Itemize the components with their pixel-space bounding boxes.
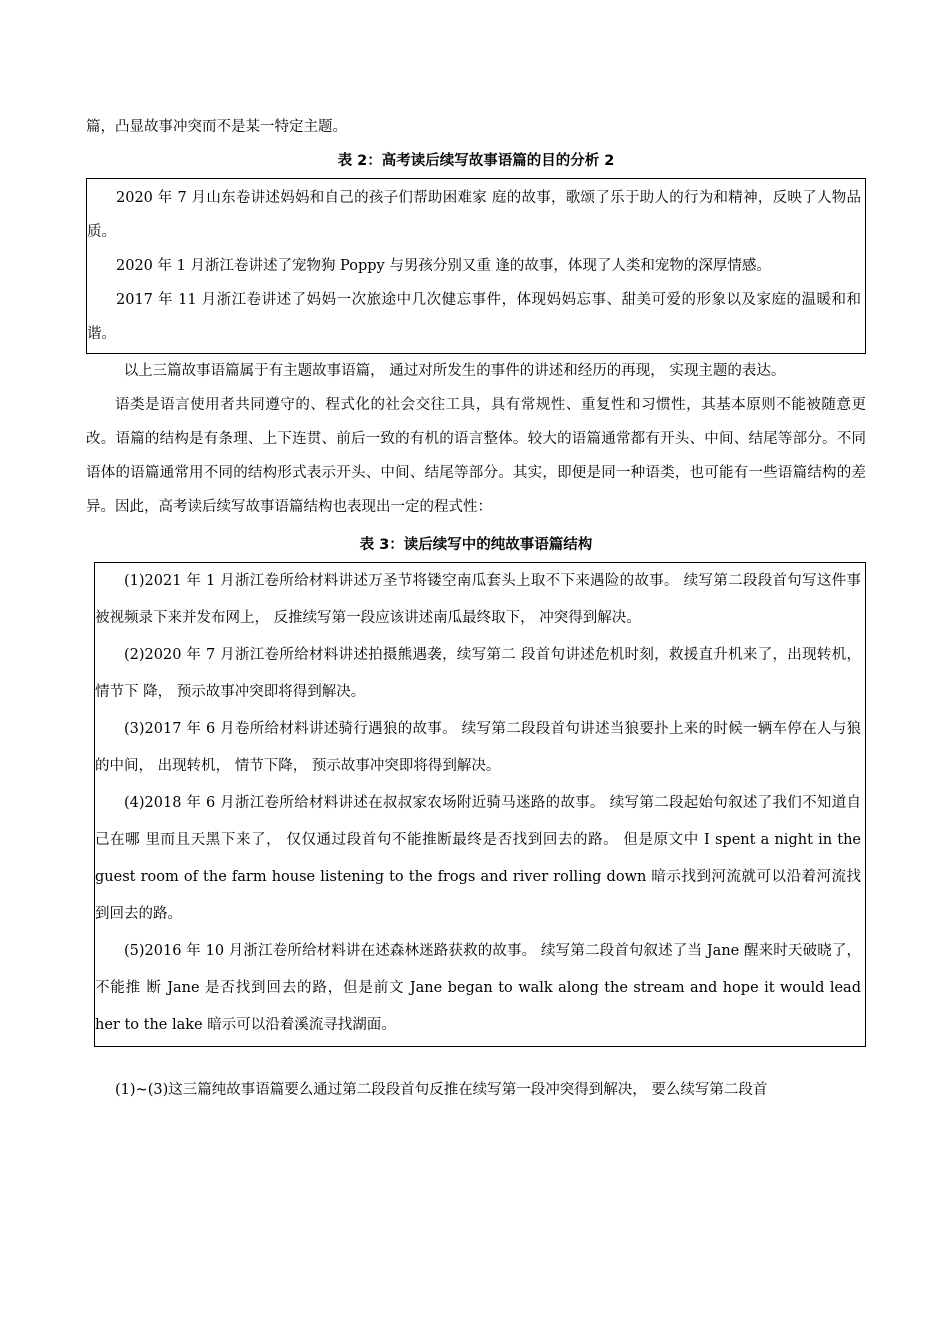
paragraph-summary: 以上三篇故事语篇属于有主题故事语篇， 通过对所发生的事件的讲述和经历的再现， 实现主题的表达。 [123, 363, 786, 379]
table3-row: (2)2020 年 7 月浙江卷所给材料讲述拍摄熊遇袭，续写第二 段首句讲述危机时刻，救援直升机来了，出现转机， 情节下 降， 预示故事冲突即将得到解决。 [95, 647, 861, 700]
intro-fragment: 篇，凸显故事冲突而不是某一特定主题。 [86, 119, 347, 135]
paragraph-genre: 语类是语言使用者共同遵守的、程式化的社会交往工具，具有常规性、重复性和习惯性，其基本原则不能被随意更改。语篇的结构是有条理、上下连贯、前后一致的有机的语言整体。较大的语篇通常都有开头、中间、结尾等部分。不同语体的语篇通常用不同的结构形式表示开头、中间、结尾等部分。其实，即便是同一种语类，也可能有一些语篇结构的差异。因此，高考读后续写故事语篇结构也表现出一定的程式性： [86, 397, 866, 515]
table2-caption: 表 2：高考读后续写故事语篇的目的分析 2 [337, 153, 615, 169]
table3-row: (4)2018 年 6 月浙江卷所给材料讲述在叔叔家农场附近骑马迷路的故事。 续写第二段起始句叙述了我们不知道自己在哪 里而且天黑下来了， 仅仅通过段首句不能推断最终是否找到回去的路。 但是原文中 I spent a night in the guest room of the farm house listening to the frogs and river rolling down 暗示找到河流就可以沿着河流找到回去的路。 [95, 795, 861, 922]
table3-row: (1)2021 年 1 月浙江卷所给材料讲述万圣节将镂空南瓜套头上取不下来遇险的故事。 续写第二段段首句写这件事被视频录下来并发布网上， 反推续写第一段应该讲述南瓜最终取下， 冲突得到解决。 [95, 573, 861, 626]
paragraph-analysis: (1)~(3)这三篇纯故事语篇要么通过第二段段首句反推在续写第一段冲突得到解决， 要么续写第二段首 [115, 1082, 768, 1098]
table2-row: 2017 年 11 月浙江卷讲述了妈妈一次旅途中几次健忘事件，体现妈妈忘事、甜美可爱的形象以及家庭的温暖和和谐。 [87, 292, 861, 342]
table3-box [94, 562, 866, 1047]
table3-caption: 表 3：读后续写中的纯故事语篇结构 [359, 537, 593, 553]
table2-box [86, 178, 866, 354]
table3-row: (3)2017 年 6 月卷所给材料讲述骑行遇狼的故事。 续写第二段段首句讲述当狼要扑上来的时候一辆车停在人与狼的中间， 出现转机， 情节下降， 预示故事冲突即将得到解决。 [95, 721, 861, 774]
table3-row: (5)2016 年 10 月浙江卷所给材料讲在述森林迷路获救的故事。 续写第二段首句叙述了当 Jane 醒来时天破晓了，不能推 断 Jane 是否找到回去的路，但是前文 Jane began to walk along the stream and hope it would lead her to the lake 暗示可以沿着溪流寻找湖面。 [95, 943, 861, 1033]
table2-row: 2020 年 1 月浙江卷讲述了宠物狗 Poppy 与男孩分别又重 逢的故事，体现了人类和宠物的深厚情感。 [116, 258, 771, 274]
page-body [86, 110, 866, 1107]
table2-row: 2020 年 7 月山东卷讲述妈妈和自己的孩子们帮助困难家 庭的故事，歌颂了乐于助人的行为和精神，反映了人物品质。 [87, 190, 861, 240]
